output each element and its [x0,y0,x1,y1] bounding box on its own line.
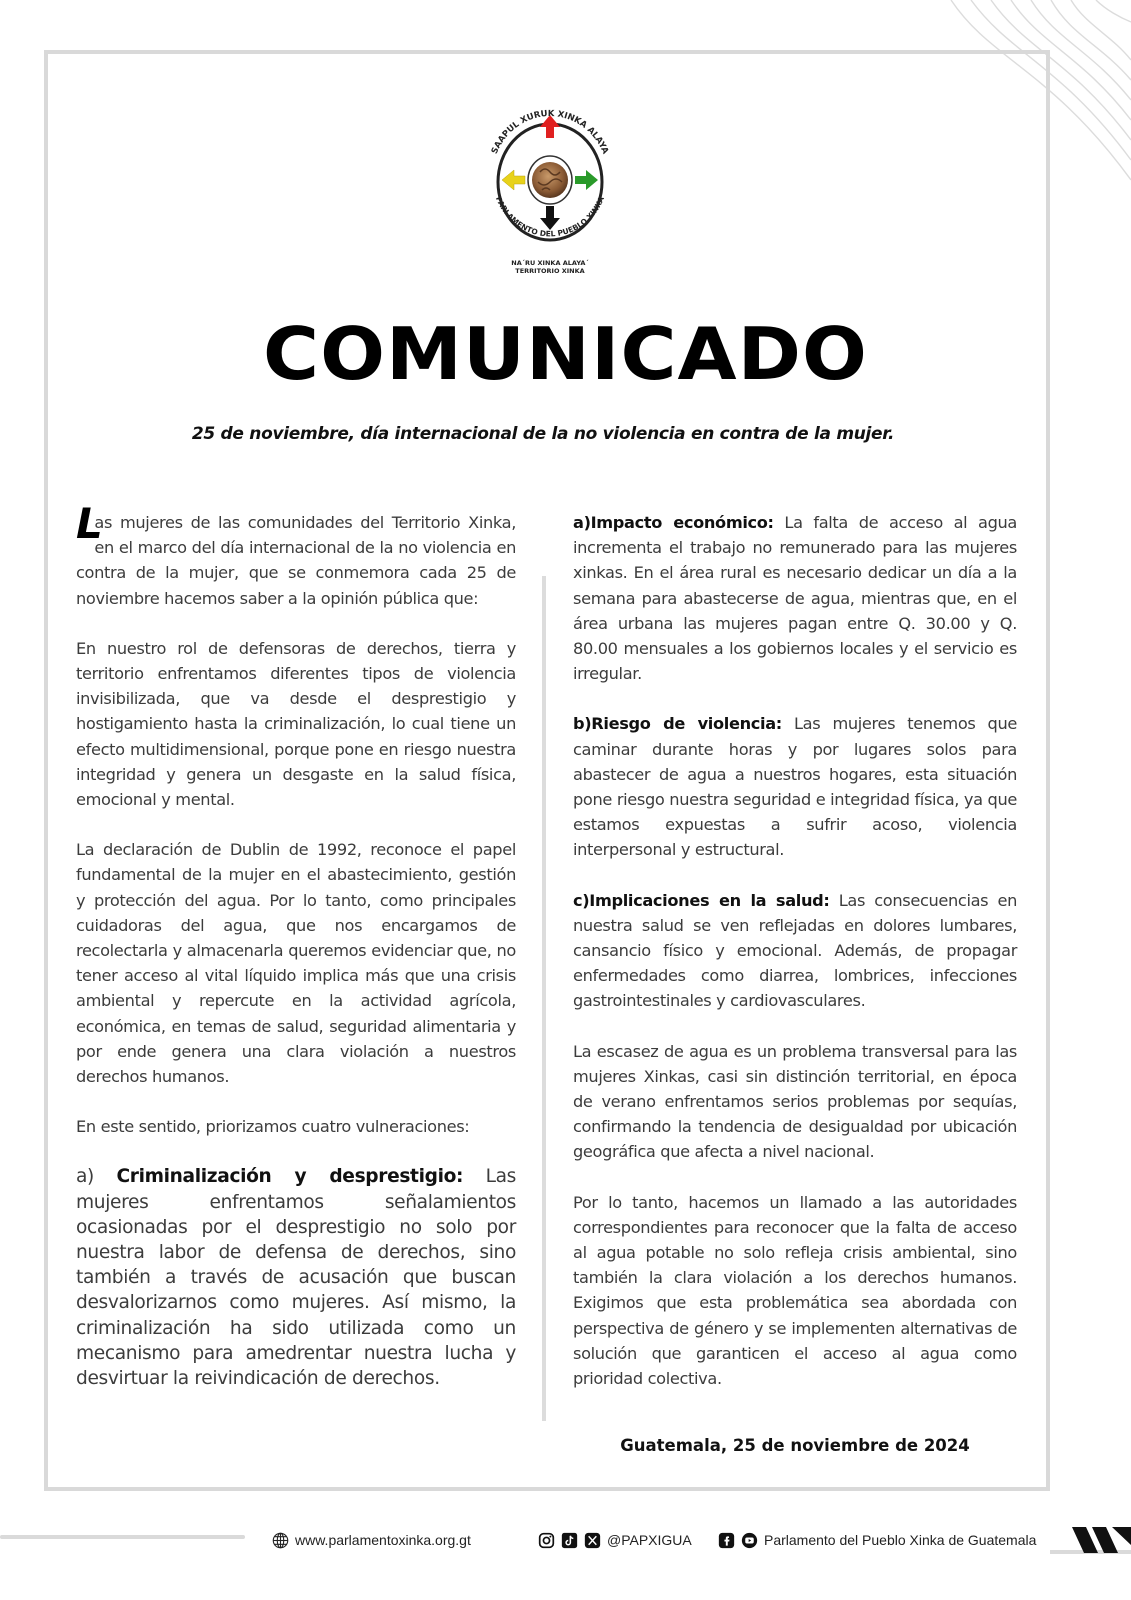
page-title: COMUNICADO [263,312,868,396]
social-handle[interactable]: @PAPXIGUA [538,1528,692,1552]
item-implicaciones-salud: c)Implicaciones en la salud: Las consecuencias en nuestra salud se ven reflejadas en dolores lumbares, cansancio físico y emocional. Además, de propagar enfermedades como diarrea, lombrices, infecciones gastrointestinales y cardiovasculares. [573,890,1017,1011]
item-heading: Criminalización y desprestigio: [116,1166,464,1188]
website-link[interactable]: www.parlamentoxinka.org.gt [272,1528,471,1552]
item-impacto-economico: a)Impacto económico: La falta de acceso al agua incrementa el trabajo no remunerado para las mujeres xinkas. En el área rural es necesario dedicar un día a la semana para abastecerse de agua, mientras que, en el área urbana las mujeres pagan entre Q. 30.00 y Q. 80.00 mensuales a los gobiernos locales y el servicio es irregular. [573,513,1017,684]
svg-text:SAAPUL XURUK XINKA ALAYA: SAAPUL XURUK XINKA ALAYA [489,108,611,156]
x-icon[interactable] [584,1532,601,1549]
item-criminalizacion: a) Criminalización y desprestigio: Las mujeres enfrentamos señalamientos ocasionadas por el desprestigio no solo por nuestra labor de defensa de derechos, sino también a través de acusación que buscan desvalorizarnos como mujeres. Así mismo, la criminalización ha sido utilizada como un mecanismo para amedrentar nuestra lucha y desvirtuar la reivindicación de derechos. [76,1166,517,1390]
instagram-icon[interactable] [538,1532,555,1549]
facebook-icon[interactable] [718,1532,735,1549]
brand-mark-icon [1072,1527,1131,1553]
column-divider [542,576,546,1421]
paragraph-llamado: Por lo tanto, hacemos un llamado a las autoridades correspondientes para reconocer que la falta de acceso al agua potable no solo refleja crisis ambiental, sino también la clara violación a los derechos humanos. Exigimos que esta problemática sea abordada con perspectiva de género y se implementen alternativas de solución que garanticen el acceso al agua como prioridad colectiva. [573,1192,1017,1389]
page-subtitle: 25 de noviembre, día internacional de la no violencia en contra de la mujer. [191,424,895,444]
item-heading: a)Impacto económico: [573,513,774,532]
paragraph-escasez: La escasez de agua es un problema transversal para las mujeres Xinkas, casi sin distinción territorial, en época de verano enfrentamos serios problemas por sequías, confirmando la tendencia de desigualdad por ubicación geográfica que afecta a nivel nacional. [573,1041,1017,1162]
svg-text:TERRITORIO XINKA: TERRITORIO XINKA [515,267,585,275]
dateline: Guatemala, 25 de noviembre de 2024 [620,1436,970,1455]
left-column [76,499,517,1416]
item-heading: c)Implicaciones en la salud: [573,890,830,910]
right-column [573,510,1017,1416]
xinka-emblem-icon [470,100,630,280]
svg-text:NA´RU XINKA ALAYA´: NA´RU XINKA ALAYA´ [511,259,589,267]
footer [0,1528,1131,1552]
item-heading: b)Riesgo de violencia: [573,714,782,734]
globe-icon [272,1532,289,1549]
paragraph-vulneraciones: En este sentido, priorizamos cuatro vulneraciones: [76,1117,470,1137]
paragraph-dublin: La declaración de Dublin de 1992, reconoce el papel fundamental de la mujer en el abastecimiento, gestión y protección del agua. Por lo tanto, como principales cuidadoras del agua, que nos encargamos de recolectarla y almacenarla queremos evidenciar que, no tener acceso al vital líquido implica más que una crisis ambiental y repercute en la actividad agrícola, económica, en temas de salud, seguridad alimentaria y por ende genera una clara violación a nuestros derechos humanos. [76,840,516,1087]
facebook-youtube-page[interactable]: Parlamento del Pueblo Xinka de Guatemala [718,1528,1036,1552]
svg-text:PARLAMENTO DEL PUEBLO XINKA: PARLAMENTO DEL PUEBLO XINKA [493,195,607,239]
parliament-logo [470,100,630,280]
youtube-icon[interactable] [741,1532,758,1549]
drop-cap: L [76,499,103,548]
item-riesgo-violencia: b)Riesgo de violencia: Las mujeres tenemos que caminar durante horas y por lugares solos para abastecer de agua a nuestros hogares, esta situación pone riesgo nuestra seguridad e integridad física, ya que estamos expuestas a sufrir acoso, violencia interpersonal y estructural. [573,714,1018,860]
paragraph-defensoras: En nuestro rol de defensoras de derechos, tierra y territorio enfrentamos diferentes tipos de violencia invisibilizada, que va desde el desprestigio y hostigamiento hasta la criminalización, lo cual tiene un efecto multidimensional, porque pone en riesgo nuestra integridad y genera un desgaste en la salud física, emocional y mental. [76,638,516,810]
tiktok-icon[interactable] [561,1532,578,1549]
intro-paragraph: L as mujeres de las comunidades del Territorio Xinka, en el marco del día internacional de la no violencia en contra de la mujer, que se conmemora cada 25 de noviembre hacemos saber a la opinión pública que: [76,499,516,608]
